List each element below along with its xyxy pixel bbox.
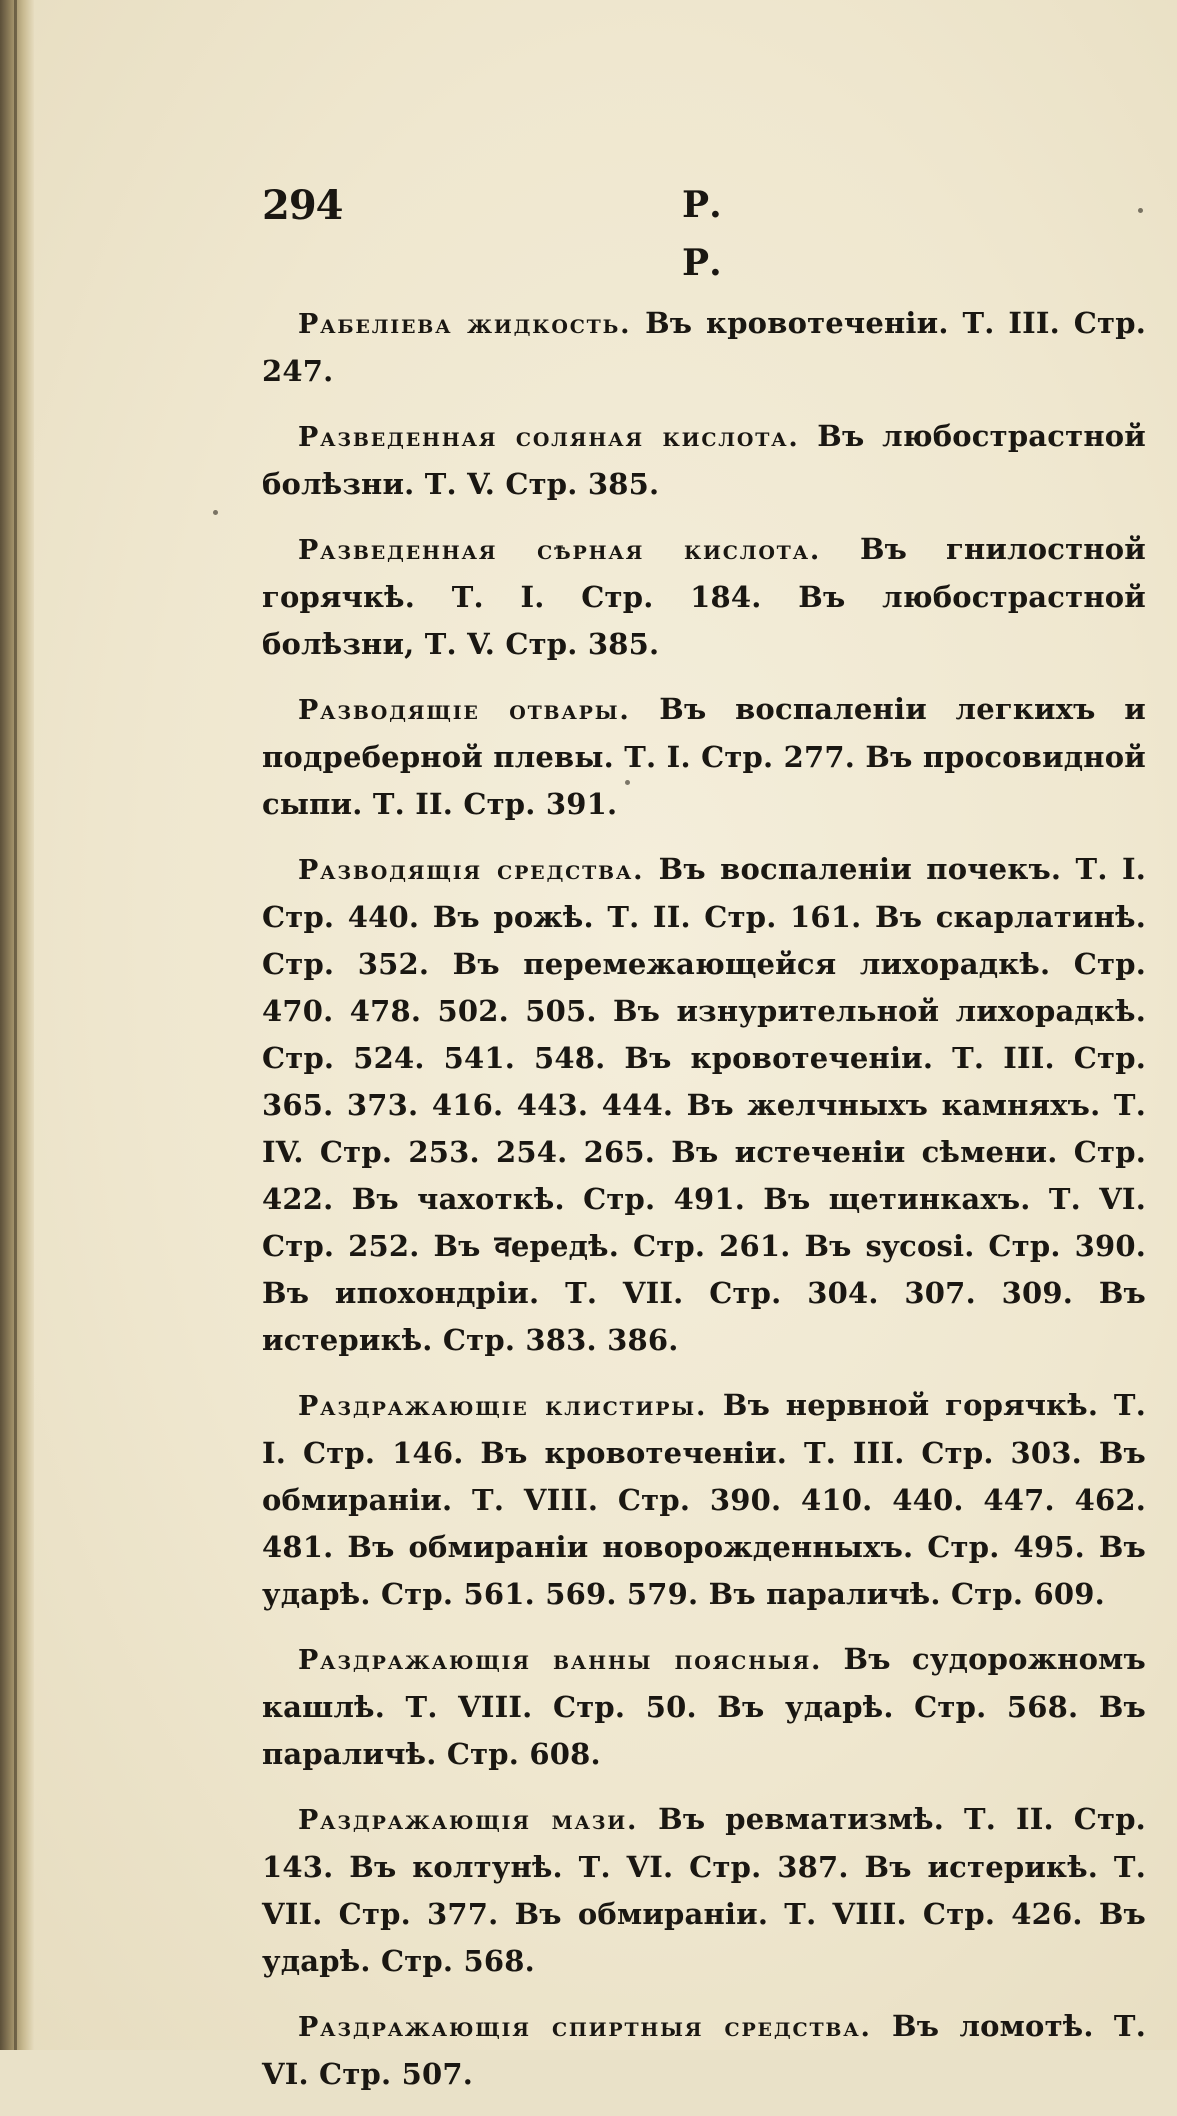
index-entry bbox=[262, 1796, 1146, 1985]
section-letter: Р. bbox=[682, 242, 722, 284]
entry-references: Въ любострастной болѣзни. Т. V. Стр. 385. bbox=[262, 419, 1146, 501]
ink-speck bbox=[1138, 208, 1143, 213]
entry-heading: Раздражающiя ванны поясныя. bbox=[298, 1645, 823, 1676]
index-entries bbox=[262, 300, 1146, 2116]
page-header bbox=[262, 182, 1146, 242]
entry-heading: Раздражающiя спиртныя средства. bbox=[298, 2012, 872, 2043]
ink-speck bbox=[625, 780, 630, 785]
index-entry bbox=[262, 1382, 1146, 1618]
index-entry bbox=[262, 686, 1146, 828]
entry-references: Въ ломотѣ. Т. VI. Стр. 507. bbox=[262, 2009, 1146, 2091]
ink-speck bbox=[213, 510, 218, 515]
entry-references: Въ воспаленiи легкихъ и подреберной плевы. Т. I. Стр. 277. Въ просовидной сыпи. Т. II. Стр. 391. bbox=[262, 692, 1146, 821]
entry-references: Въ кровотеченiи. Т. III. Стр. 247. bbox=[262, 306, 1146, 388]
index-entry bbox=[262, 846, 1146, 1364]
running-head: Р. bbox=[682, 184, 722, 226]
index-entry bbox=[262, 300, 1146, 395]
entry-heading: Раздражающiя мази. bbox=[298, 1805, 639, 1836]
entry-references: Въ нервной горячкѣ. Т. I. Стр. 146. Въ кровотеченiи. Т. III. Стр. 303. Въ обмиранiи. Т. VIII. Стр. 390. 410. 440. 447. 462. 481. Въ обмиранiи новорожденныхъ. Стр. 495. Въ ударѣ. Стр. 561. 569. 579. Въ параличѣ. Стр. 609. bbox=[262, 1388, 1146, 1611]
page-number: 294 bbox=[262, 182, 343, 229]
index-entry bbox=[262, 1636, 1146, 1778]
entry-references: Въ судорожномъ кашлѣ. Т. VIII. Стр. 50. Въ ударѣ. Стр. 568. Въ параличѣ. Стр. 608. bbox=[262, 1642, 1146, 1771]
entry-references: Въ воспаленiи почекъ. Т. I. Стр. 440. Въ рожѣ. Т. II. Стр. 161. Въ скарлатинѣ. Стр. 352. Въ перемежающейся лихорадкѣ. Стр. 470. 478. 502. 505. Въ изнурительной лихорадкѣ. Стр. 524. 541. 548. Въ кровотеченiи. Т. III. Стр. 365. 373. 416. 443. 444. Въ желчныхъ камняхъ. Т. IV. Стр. 253. 254. 265. Въ истеченiи сѣмени. Стр. 422. Въ чахоткѣ. Стр. 491. Въ щетинкахъ. Т. VI. Стр. 252. Въ वередѣ. Стр. 261. Въ sycosi. Стр. 390. Въ ипохондрiи. Т. VII. Стр. 304. 307. 309. Въ истерикѣ. Стр. 383. 386. bbox=[262, 852, 1146, 1357]
entry-heading: Рабелiева жидкость. bbox=[298, 309, 632, 340]
index-entry bbox=[262, 2003, 1146, 2098]
entry-references: Въ ревматизмѣ. Т. II. Стр. 143. Въ колтунѣ. Т. VI. Стр. 387. Въ истерикѣ. Т. VII. Стр. 377. Въ обмиранiи. Т. VIII. Стр. 426. Въ ударѣ. Стр. 568. bbox=[262, 1802, 1146, 1978]
index-entry bbox=[262, 526, 1146, 668]
book-spine-line bbox=[14, 0, 17, 2050]
entry-heading: Разведенная соляная кислота. bbox=[298, 422, 800, 453]
entry-heading: Разводящiя средства. bbox=[298, 855, 645, 886]
entry-heading: Разведенная сѣрная кислота. bbox=[298, 535, 822, 566]
entry-references: Въ гнилостной горячкѣ. Т. I. Стр. 184. Въ любострастной болѣзни, Т. V. Стр. 385. bbox=[262, 532, 1146, 661]
book-spine-edge bbox=[0, 0, 34, 2050]
entry-heading: Раздражающiе клистиры. bbox=[298, 1391, 708, 1422]
index-entry bbox=[262, 413, 1146, 508]
entry-heading: Разводящiе отвары. bbox=[298, 695, 631, 726]
